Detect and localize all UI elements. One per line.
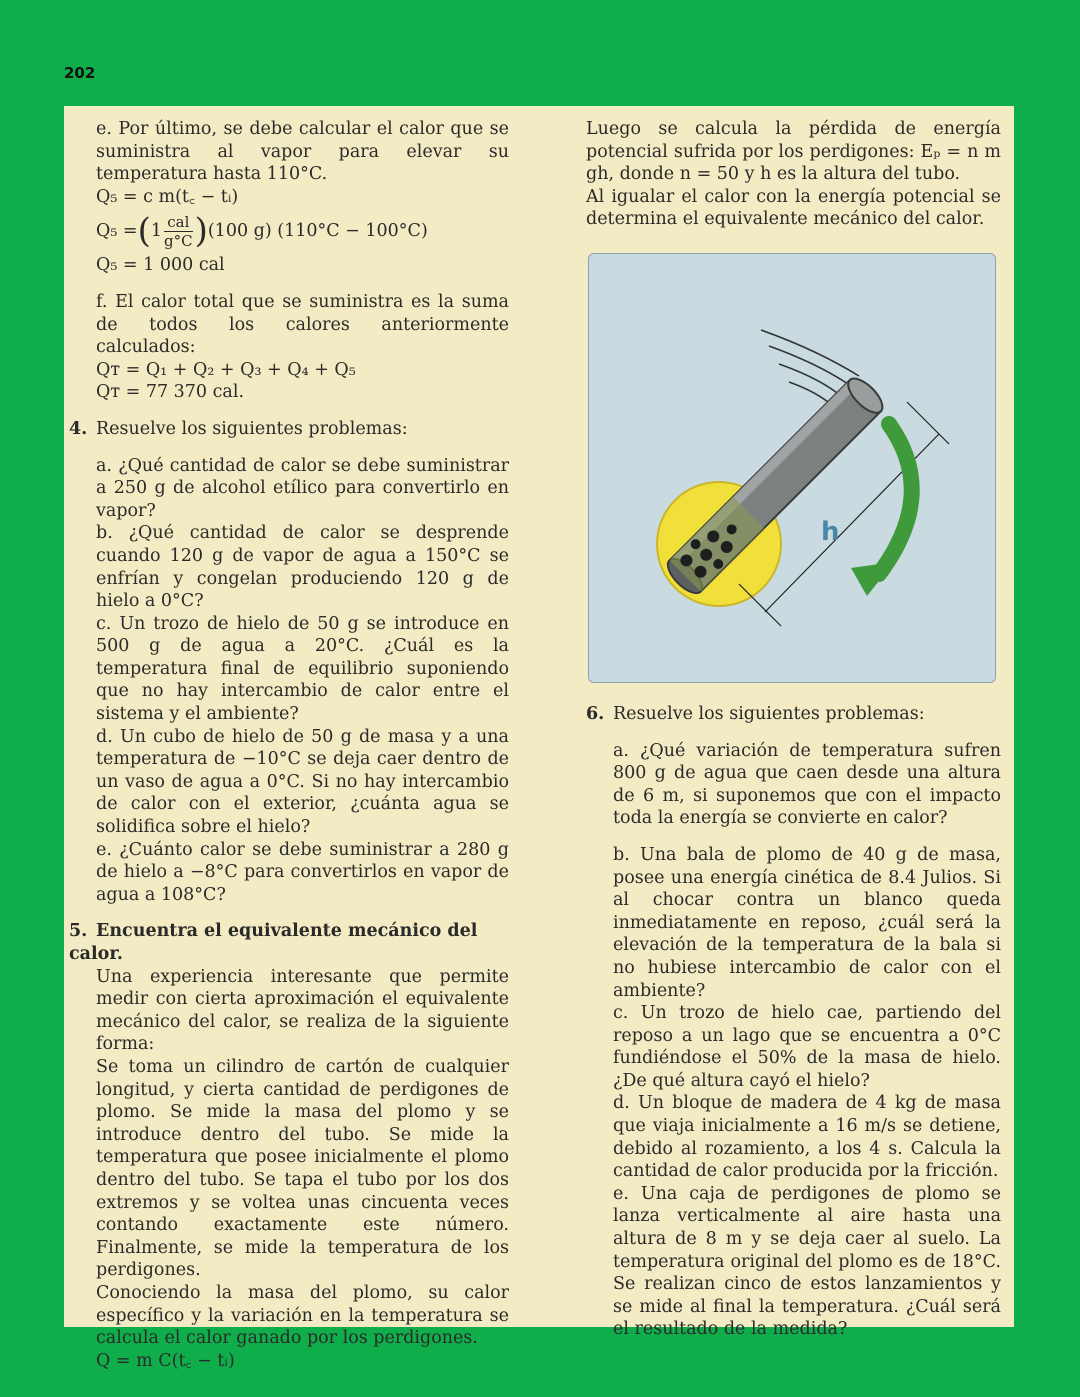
section-5-formula: Q = m C(t꜀ − tᵢ) <box>96 1350 235 1371</box>
section-4-item: e. ¿Cuánto calor se debe suministrar a 280 g de hielo a −8°C para convertirlos en vapor de agua a 108°C? <box>96 839 509 905</box>
height-label: h <box>821 516 840 547</box>
section-4-title: Resuelve los siguientes problemas: <box>96 418 408 439</box>
section-5-intro: Una experiencia interesante que permite medir con cierta aproximación el equivalente mecánico del calor, se realiza de la siguiente forma: <box>96 966 509 1055</box>
close-paren-glyph: ) <box>194 211 208 252</box>
unit-fraction <box>164 213 193 250</box>
section-5-paragraph: Conociendo la masa del plomo, su calor específico y la variación en la temperatura se calcula el calor ganado por los perdigones. <box>96 1282 509 1349</box>
section-4-item: d. Un cubo de hielo de 50 g de masa y a una temperatura de −10°C se deja caer dentro de un vaso de agua a 0°C. Si no hay intercambio de calor con el exterior, ¿cuánta agua se solidifica sobre el hielo? <box>96 726 509 838</box>
section-5-paragraph: Se toma un cilindro de cartón de cualquier longitud, y cierta cantidad de perdigones de plomo. Se mide la masa del plomo y se introduce dentro del tubo. Se mide la temperatura que posee inicialmente el plomo dentro del tubo. Se tapa el tubo por los dos extremos y se voltea unas cincuenta veces contando exactamente este número. Finalmente, se mide la temperatura de los perdigones. <box>96 1056 509 1281</box>
step-e-lhs: Q₅ = <box>96 221 138 242</box>
right-column <box>586 118 1001 1341</box>
step-f-result: Qт = 77 370 cal. <box>96 382 245 403</box>
potential-energy-text: Luego se calcula la pérdida de energía potencial sufrida por los perdigones: Eₚ = n m gh, donde n = 50 y h es la altura del tubo. <box>586 119 1001 185</box>
section-6-item: e. Una caja de perdigones de plomo se lanza verticalmente al aire hasta una altura de 8 m y se deja caer al suelo. La temperatura original del plomo es de 18°C. Se realizan cinco de estos lanzamientos y se mide al final la temperatura. ¿Cuál será el resultado de la medida? <box>613 1183 1001 1340</box>
step-e-text: e. Por último, se debe calcular el calor que se suministra al vapor para elevar su temperatura hasta 110°C. <box>96 119 509 185</box>
step-f-formula: Qт = Q₁ + Q₂ + Q₃ + Q₄ + Q₅ <box>96 359 356 380</box>
frac-denominator: g°C <box>164 231 193 250</box>
step-e-result: Q₅ = 1 000 cal <box>96 255 225 276</box>
tube-illustration <box>588 253 996 683</box>
section-6-item: c. Un trozo de hielo cae, partiendo del reposo a un lago que se encuentra a 0°C fundiéndose el 50% de la masa de hielo. ¿De qué altura cayó el hielo? <box>613 1003 1001 1091</box>
step-f-text: f. El calor total que se suministra es la suma de todos los calores anteriormente calculados: <box>96 291 509 358</box>
left-column <box>69 118 509 1372</box>
step-e-coef: 1 <box>150 221 162 242</box>
section-5-title: Encuentra el equivalente mecánico del calor. <box>69 921 478 964</box>
section-5-number: 5. <box>69 921 88 942</box>
textbook-page <box>64 106 1014 1371</box>
section-4-item: b. ¿Qué cantidad de calor se desprende cuando 120 g de vapor de agua a 150°C se enfrían y congelan produciendo 120 g de hielo a 0°C? <box>96 523 509 612</box>
section-4-heading <box>69 418 509 441</box>
section-4-item: a. ¿Qué cantidad de calor se debe suministrar a 250 g de alcohol etílico para convertirlo en vapor? <box>96 455 509 521</box>
page-number: 202 <box>64 64 96 82</box>
tube-diagram-svg <box>589 254 995 682</box>
section-6-item: d. Un bloque de madera de 4 kg de masa que viaja inicialmente a 16 m/s se detiene, debido al rozamiento, a los 4 s. Calcula la cantidad de calor producida por la fricción. <box>613 1093 1001 1182</box>
step-e-substitution <box>69 208 509 254</box>
section-6-heading <box>586 703 1001 726</box>
arrow-head-icon <box>851 562 894 596</box>
step-e-rest: (100 g) (110°C − 100°C) <box>207 221 428 242</box>
rotation-arrow <box>879 424 912 574</box>
section-6-item: a. ¿Qué variación de temperatura sufren 800 g de agua que caen desde una altura de 6 m, si suponemos que con el impacto toda la energía se convierte en calor? <box>613 740 1001 829</box>
step-e-formula: Q₅ = c m(t꜀ − tᵢ) <box>96 186 239 207</box>
section-6-item: b. Una bala de plomo de 40 g de masa, posee una energía cinética de 8.4 Julios. Si al chocar contra un blanco queda inmediatamente en reposo, ¿cuál será la elevación de la temperatura de la bala si no hubiese intercambio de calor con el ambiente? <box>613 844 1001 1001</box>
open-paren-glyph: ( <box>137 211 151 252</box>
frac-numerator: cal <box>164 213 193 232</box>
section-4-number: 4. <box>69 418 88 439</box>
section-5-heading <box>69 920 509 965</box>
section-4-item: c. Un trozo de hielo de 50 g se introduce en 500 g de agua a 20°C. ¿Cuál es la temperatura final de equilibrio suponiendo que no hay intercambio de calor entre el sistema y el ambiente? <box>96 613 509 725</box>
section-6-number: 6. <box>586 703 605 724</box>
equivalence-text: Al igualar el calor con la energía potencial se determina el equivalente mecánico del calor. <box>586 186 1001 230</box>
section-6-title: Resuelve los siguientes problemas: <box>613 703 925 724</box>
